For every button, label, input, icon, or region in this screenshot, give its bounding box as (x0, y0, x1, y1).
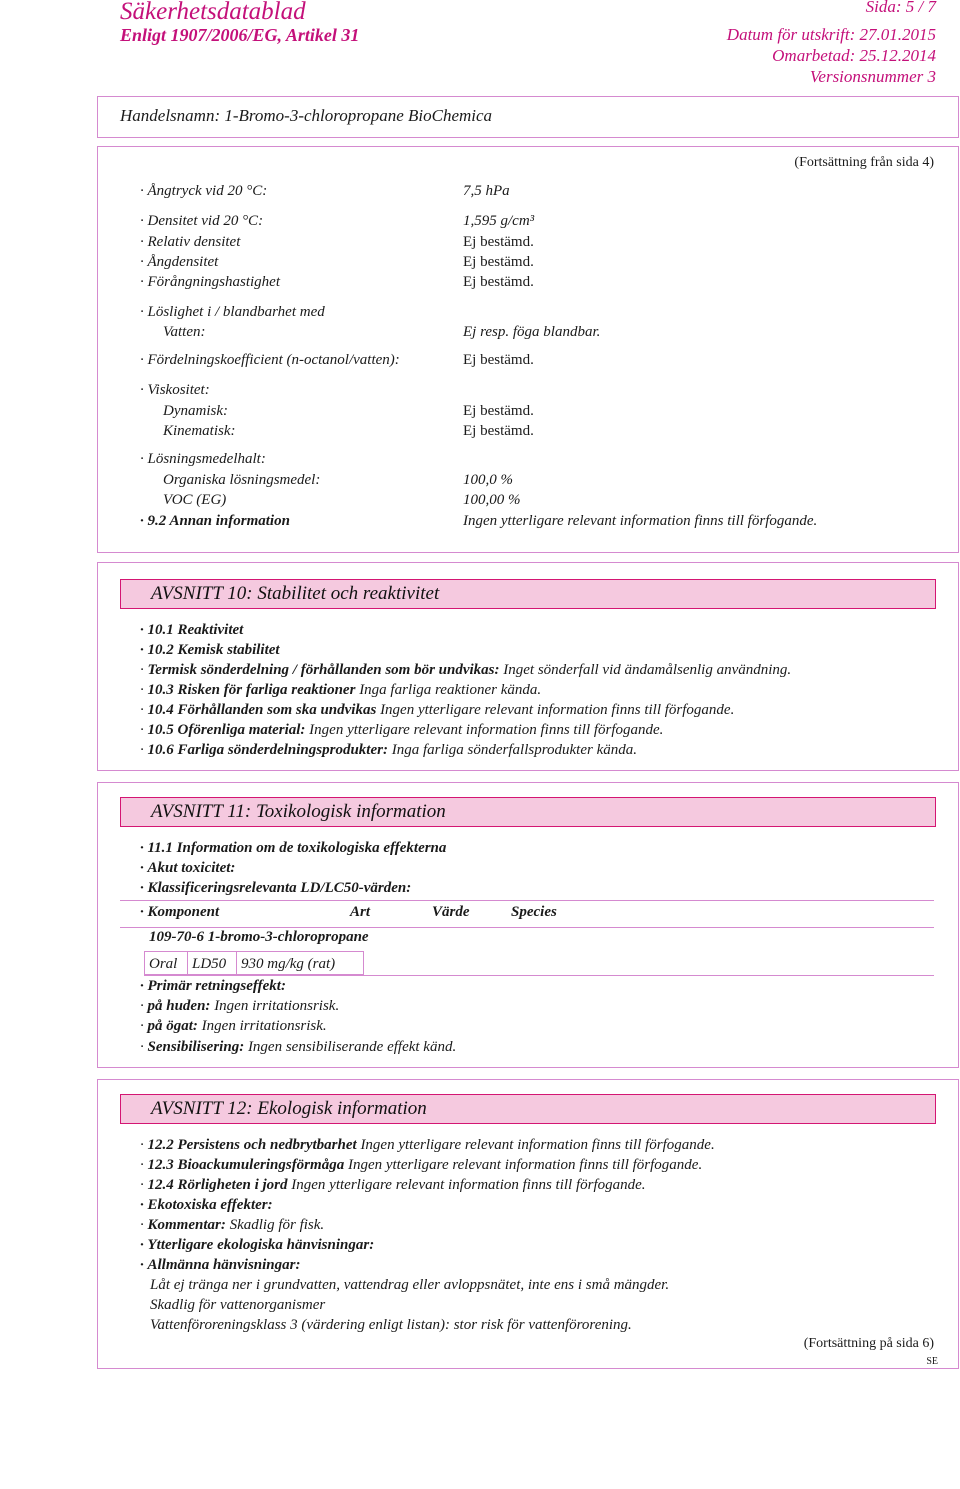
organic-solvent-label: Organiska lösningsmedel: (163, 472, 321, 488)
revision-date: Omarbetad: 25.12.2014 (772, 46, 936, 65)
kinematic-label: Kinematisk: (163, 423, 236, 439)
kinematic-value: Ej bestämd. (463, 423, 534, 439)
vapor-density-value: Ej bestämd. (463, 254, 534, 270)
general-note-line-3: Vattenföroreningsklass 3 (värdering enligt listan): stor risk för vattenförorening. (150, 1317, 632, 1333)
viscosity-label: · Viskositet: (140, 382, 210, 399)
comment-item: · Kommentar: Skadlig för fisk. (140, 1217, 324, 1234)
tox-value-cell: 930 mg/kg (rat) (236, 951, 364, 975)
tox-route-cell: Oral (144, 951, 188, 975)
tox-type-cell: LD50 (187, 951, 237, 975)
sensitization-item: · Sensibilisering: Ingen sensibiliserande effekt känd. (140, 1039, 456, 1056)
section10-heading: AVSNITT 10: Stabilitet och reaktivitet (151, 583, 440, 604)
soil-mobility-item: · 12.4 Rörligheten i jord Ingen ytterligare relevant information finns till förfogande. (140, 1177, 646, 1194)
tox-header-species: Species (511, 904, 557, 920)
hazardous-reactions-item: · 10.3 Risken för farliga reaktioner Inga farliga reaktioner kända. (140, 682, 541, 699)
eye-irritation-item: · på ögat: Ingen irritationsrisk. (140, 1018, 327, 1035)
tox-header-art: Art (350, 904, 371, 920)
organic-solvent-value: 100,0 % (463, 472, 513, 488)
tox-header-component: · Komponent (140, 904, 219, 921)
ld-lc50-item: · Klassificeringsrelevanta LD/LC50-värden: (140, 880, 411, 897)
continued-to-note: (Fortsättning på sida 6) (803, 1336, 934, 1351)
tox-component-name: 109-70-6 1-bromo-3-chloropropane (149, 929, 369, 945)
water-label: Vatten: (163, 324, 206, 340)
ecotoxic-effects-item: · Ekotoxiska effekter: (140, 1197, 273, 1214)
persistence-item: · 12.2 Persistens och nedbrytbarhet Ingen ytterligare relevant information finns till förfogande. (140, 1137, 715, 1154)
primary-irritation-item: · Primär retningseffekt: (140, 978, 286, 995)
other-info-value: Ingen ytterligare relevant information finns till förfogande. (463, 513, 818, 529)
page-number: Sida: 5 / 7 (865, 0, 936, 16)
skin-irritation-item: · på huden: Ingen irritationsrisk. (140, 998, 339, 1015)
vapor-pressure-value: 7,5 hPa (463, 183, 510, 199)
additional-eco-item: · Ytterligare ekologiska hänvisningar: (140, 1237, 374, 1254)
tox-header-value: Värde (432, 904, 470, 920)
vapor-density-label: · Ångdensitet (140, 254, 218, 271)
other-info-label: · 9.2 Annan information (140, 513, 290, 530)
thermal-decomposition-item: · Termisk sönderdelning / förhållanden som bör undvikas: Inget sönderfall vid ändamålsenlig användning. (140, 662, 791, 679)
regulation-reference: Enligt 1907/2006/EG, Artikel 31 (120, 25, 360, 45)
relative-density-label: · Relativ densitet (140, 234, 240, 251)
section12-heading: AVSNITT 12: Ekologisk information (151, 1098, 427, 1119)
toxicology-info-item: · 11.1 Information om de toxikologiska effekterna (140, 840, 446, 857)
voc-label: VOC (EG) (163, 492, 227, 508)
acute-toxicity-item: · Akut toxicitet: (140, 860, 235, 877)
bioaccumulation-item: · 12.3 Bioackumuleringsförmåga Ingen ytterligare relevant information finns till förfogande. (140, 1157, 702, 1174)
decomposition-products-item: · 10.6 Farliga sönderdelningsprodukter: Inga farliga sönderfallsprodukter kända. (140, 742, 637, 759)
solubility-label: · Löslighet i / blandbarhet med (140, 304, 325, 321)
voc-value: 100,00 % (463, 492, 521, 508)
section10-heading-bar (120, 579, 936, 609)
reactivity-item: · 10.1 Reaktivitet (140, 622, 243, 639)
general-note-line-1: Låt ej tränga ner i grundvatten, vattendrag eller avloppsnätet, inte ens i små mängder. (150, 1277, 670, 1293)
partition-label: · Fördelningskoefficient (n-octanol/vatten): (140, 352, 400, 369)
tox-table (120, 900, 934, 980)
print-date: Datum för utskrift: 27.01.2015 (726, 25, 936, 44)
general-note-line-2: Skadlig för vattenorganismer (150, 1297, 326, 1313)
vapor-pressure-label: · Ångtryck vid 20 °C: (140, 183, 267, 200)
general-notes-item: · Allmänna hänvisningar: (140, 1257, 300, 1274)
language-code: SE (926, 1356, 938, 1367)
evaporation-label: · Förångningshastighet (140, 274, 280, 291)
conditions-to-avoid-item: · 10.4 Förhållanden som ska undvikas Ingen ytterligare relevant information finns till förfogande. (140, 702, 734, 719)
continued-from-note: (Fortsättning från sida 4) (794, 155, 934, 170)
chemical-stability-item: · 10.2 Kemisk stabilitet (140, 642, 280, 659)
density-label: · Densitet vid 20 °C: (140, 213, 263, 230)
evaporation-value: Ej bestämd. (463, 274, 534, 290)
water-value: Ej resp. föga blandbar. (463, 324, 601, 340)
section11-heading-bar (120, 797, 936, 827)
incompatible-materials-item: · 10.5 Oförenliga material: Ingen ytterligare relevant information finns till förfogande. (140, 722, 663, 739)
relative-density-value: Ej bestämd. (463, 234, 534, 250)
dynamic-label: Dynamisk: (163, 403, 228, 419)
document-title: Säkerhetsdatablad (120, 0, 306, 25)
density-value: 1,595 g/cm³ (463, 213, 535, 229)
product-name: Handelsnamn: 1-Bromo-3-chloropropane BioChemica (120, 106, 493, 125)
partition-value: Ej bestämd. (463, 352, 534, 368)
solvent-label: · Lösningsmedelhalt: (140, 451, 266, 468)
section11-heading: AVSNITT 11: Toxikologisk information (151, 801, 446, 822)
dynamic-value: Ej bestämd. (463, 403, 534, 419)
section9-box (97, 146, 959, 553)
tox-data-row (144, 951, 934, 976)
version-number: Versionsnummer 3 (809, 67, 936, 86)
section12-heading-bar (120, 1094, 936, 1124)
